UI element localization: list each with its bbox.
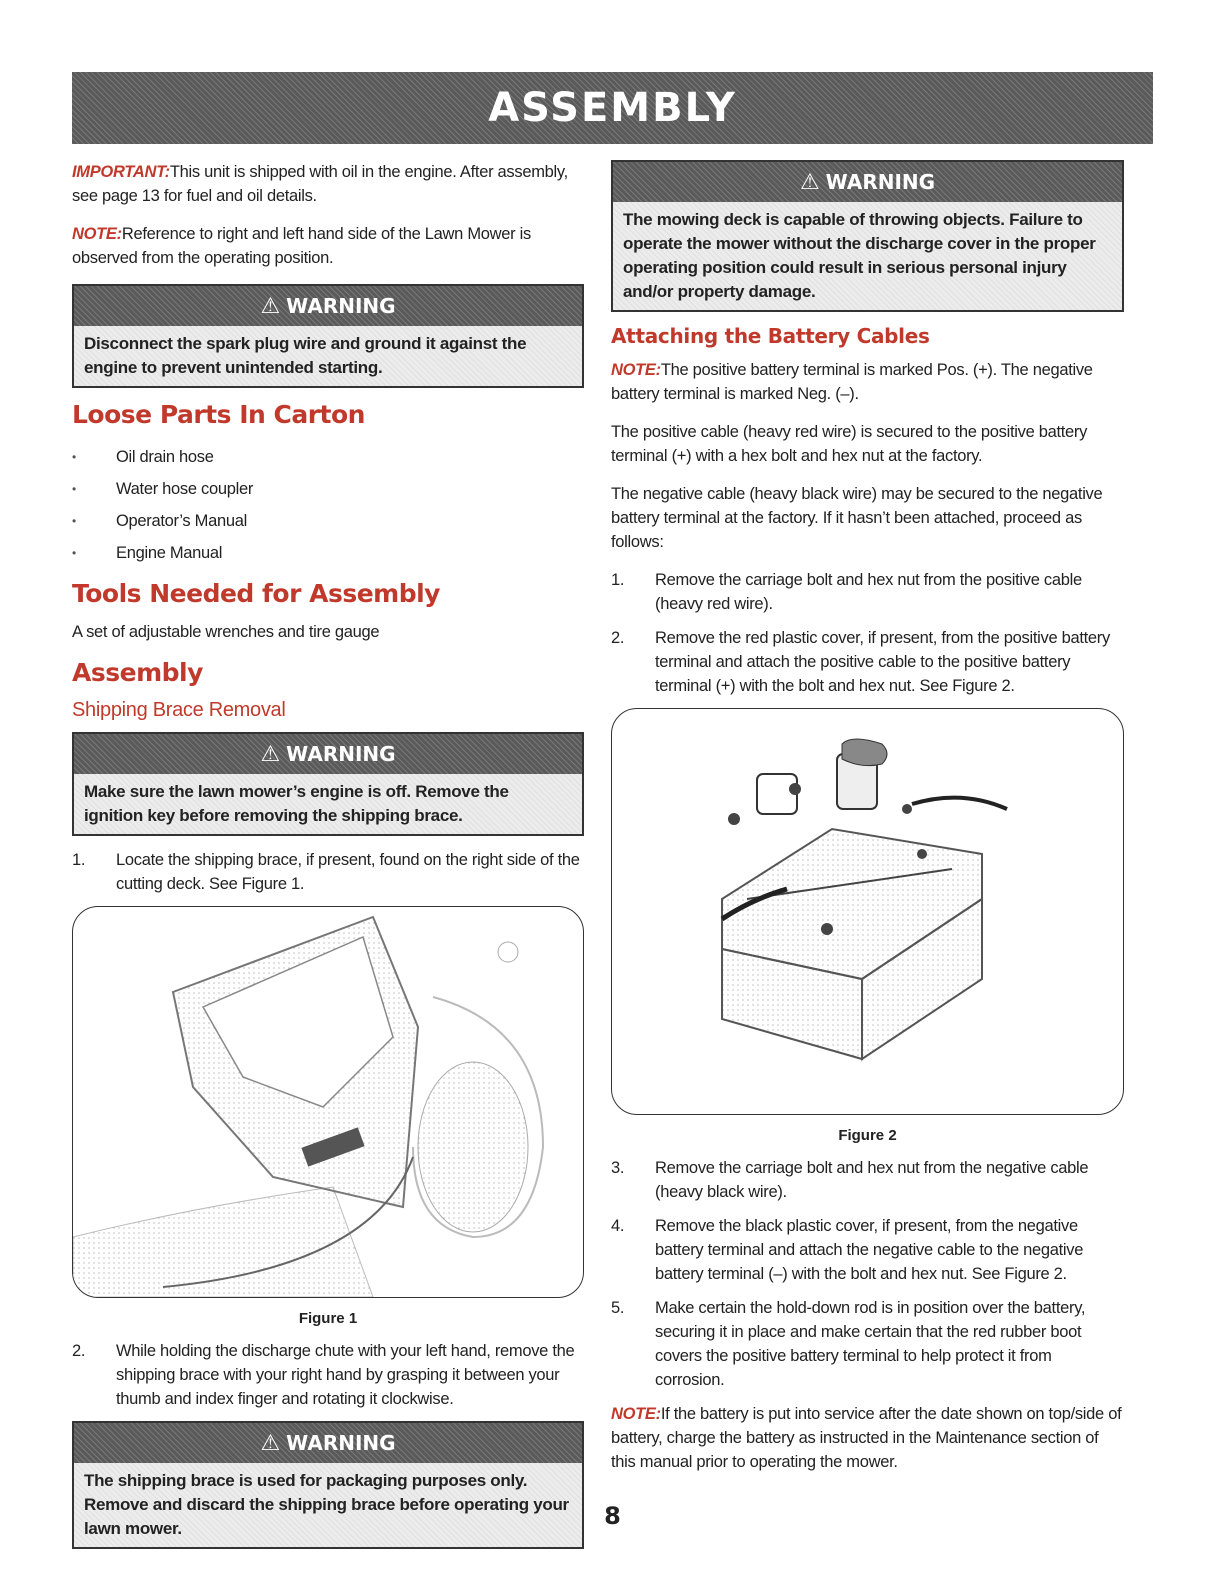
list-item: • Oil drain hose xyxy=(72,441,584,473)
step-item xyxy=(611,1296,1124,1392)
battery-service-note xyxy=(611,1402,1124,1474)
page-title: ASSEMBLY xyxy=(488,85,737,131)
step-number: 4. xyxy=(611,1217,625,1235)
step-number: 2. xyxy=(611,629,625,647)
warning-box-engine-off xyxy=(72,732,584,836)
warning-text: The shipping brace is used for packaging purposes only. Remove and discard the shipping brace before operating your lawn mower. xyxy=(74,1463,582,1547)
step-text: Remove the carriage bolt and hex nut from the negative cable (heavy black wire). xyxy=(655,1159,1089,1201)
note-text: Reference to right and left hand side of the Lawn Mower is observed from the operating position. xyxy=(72,225,531,267)
steps-list xyxy=(72,1339,584,1411)
warning-triangle-icon: ⚠ xyxy=(260,1430,281,1455)
battery-steps-list-2 xyxy=(611,1156,1124,1392)
step-number: 2. xyxy=(72,1342,86,1360)
loose-parts-list xyxy=(72,441,584,569)
warning-box-thrown-objects xyxy=(611,160,1124,312)
left-column xyxy=(72,160,584,1561)
reference-note xyxy=(72,222,584,270)
note-label: NOTE: xyxy=(72,225,122,243)
figure-2-caption: Figure 2 xyxy=(838,1127,897,1144)
step-item xyxy=(611,1156,1124,1204)
page-title-banner xyxy=(72,72,1153,144)
assembly-heading: Assembly xyxy=(72,658,203,687)
warning-title: WARNING xyxy=(286,1431,396,1455)
step-number: 3. xyxy=(611,1159,625,1177)
warning-header xyxy=(74,1423,582,1463)
figure-1-illustration xyxy=(72,906,584,1298)
step-text: Remove the carriage bolt and hex nut from the positive cable (heavy red wire). xyxy=(655,571,1082,613)
note-text: If the battery is put into service after the date shown on top/side of battery, charge the battery as instructed in the Maintenance section of this manual prior to operating the mower. xyxy=(611,1405,1122,1471)
note-label: NOTE: xyxy=(611,361,661,379)
step-text: Locate the shipping brace, if present, found on the right side of the cutting deck. See Figure 1. xyxy=(116,851,580,893)
step-text: Make certain the hold-down rod is in position over the battery, securing it in place and make certain that the red rubber boot covers the positive battery terminal to help protect it from corrosion. xyxy=(655,1299,1086,1389)
steps-list xyxy=(72,848,584,896)
battery-drawing xyxy=(612,709,1124,1114)
note-text: The positive battery terminal is marked Pos. (+). The negative battery terminal is marked Neg. (–). xyxy=(611,361,1093,403)
step-number: 1. xyxy=(72,851,86,869)
warning-title: WARNING xyxy=(286,742,396,766)
warning-triangle-icon: ⚠ xyxy=(799,169,820,194)
shipping-brace-subheading: Shipping Brace Removal xyxy=(72,699,286,721)
list-item: • Operator’s Manual xyxy=(72,505,584,537)
figure-1-caption: Figure 1 xyxy=(298,1310,358,1327)
step-number: 1. xyxy=(611,571,625,589)
step-text: Remove the red plastic cover, if present, from the positive battery terminal and attach the positive cable to the positive battery terminal (+) with the bolt and hex nut. See Figure 2. xyxy=(655,629,1110,695)
battery-paragraph-2: The negative cable (heavy black wire) may be secured to the negative battery terminal at the factory. If it hasn’t been attached, proceed as follows: xyxy=(611,485,1103,551)
battery-heading: Attaching the Battery Cables xyxy=(611,324,930,348)
warning-header xyxy=(74,286,582,326)
battery-steps-list xyxy=(611,568,1124,698)
right-column xyxy=(611,160,1124,1488)
warning-text: The mowing deck is capable of throwing objects. Failure to operate the mower without the discharge cover in the proper operating position could result in serious personal injury and/or property damage. xyxy=(613,202,1122,310)
tools-heading: Tools Needed for Assembly xyxy=(72,579,440,608)
important-label: IMPORTANT: xyxy=(72,163,170,181)
step-item xyxy=(611,626,1124,698)
discharge-chute-drawing xyxy=(73,907,584,1297)
warning-text: Make sure the lawn mower’s engine is off. Remove the ignition key before removing the shipping brace. xyxy=(74,774,582,834)
warning-title: WARNING xyxy=(825,170,936,194)
step-text: While holding the discharge chute with your left hand, remove the shipping brace with your right hand by grasping it between your thumb and index finger and rotating it clockwise. xyxy=(116,1342,575,1408)
battery-paragraph-1: The positive cable (heavy red wire) is secured to the positive battery terminal (+) with a hex bolt and hex nut at the factory. xyxy=(611,423,1088,465)
note-label: NOTE: xyxy=(611,1405,661,1423)
warning-box-spark-plug xyxy=(72,284,584,388)
important-note xyxy=(72,160,584,208)
warning-header xyxy=(74,734,582,774)
important-text: This unit is shipped with oil in the engine. After assembly, see page 13 for fuel and oil details. xyxy=(72,163,568,205)
warning-header xyxy=(613,162,1122,202)
warning-triangle-icon: ⚠ xyxy=(260,741,281,766)
step-number: 5. xyxy=(611,1299,625,1317)
step-text: Remove the black plastic cover, if present, from the negative battery terminal and attach the negative cable to the negative battery terminal (–) with the bolt and hex nut. See Figure 2. xyxy=(655,1217,1084,1283)
step-item xyxy=(611,1214,1124,1286)
list-item: • Water hose coupler xyxy=(72,473,584,505)
tools-text: A set of adjustable wrenches and tire gauge xyxy=(72,623,380,641)
warning-text: Disconnect the spark plug wire and ground it against the engine to prevent unintended starting. xyxy=(74,326,582,386)
warning-triangle-icon: ⚠ xyxy=(260,293,281,318)
figure-2-illustration xyxy=(611,708,1124,1115)
step-item xyxy=(611,568,1124,616)
step-item xyxy=(72,1339,584,1411)
list-item: • Engine Manual xyxy=(72,537,584,569)
battery-note xyxy=(611,358,1124,406)
page-number: 8 xyxy=(604,1502,621,1530)
step-item xyxy=(72,848,584,896)
loose-parts-heading: Loose Parts In Carton xyxy=(72,400,365,429)
warning-title: WARNING xyxy=(286,294,396,318)
